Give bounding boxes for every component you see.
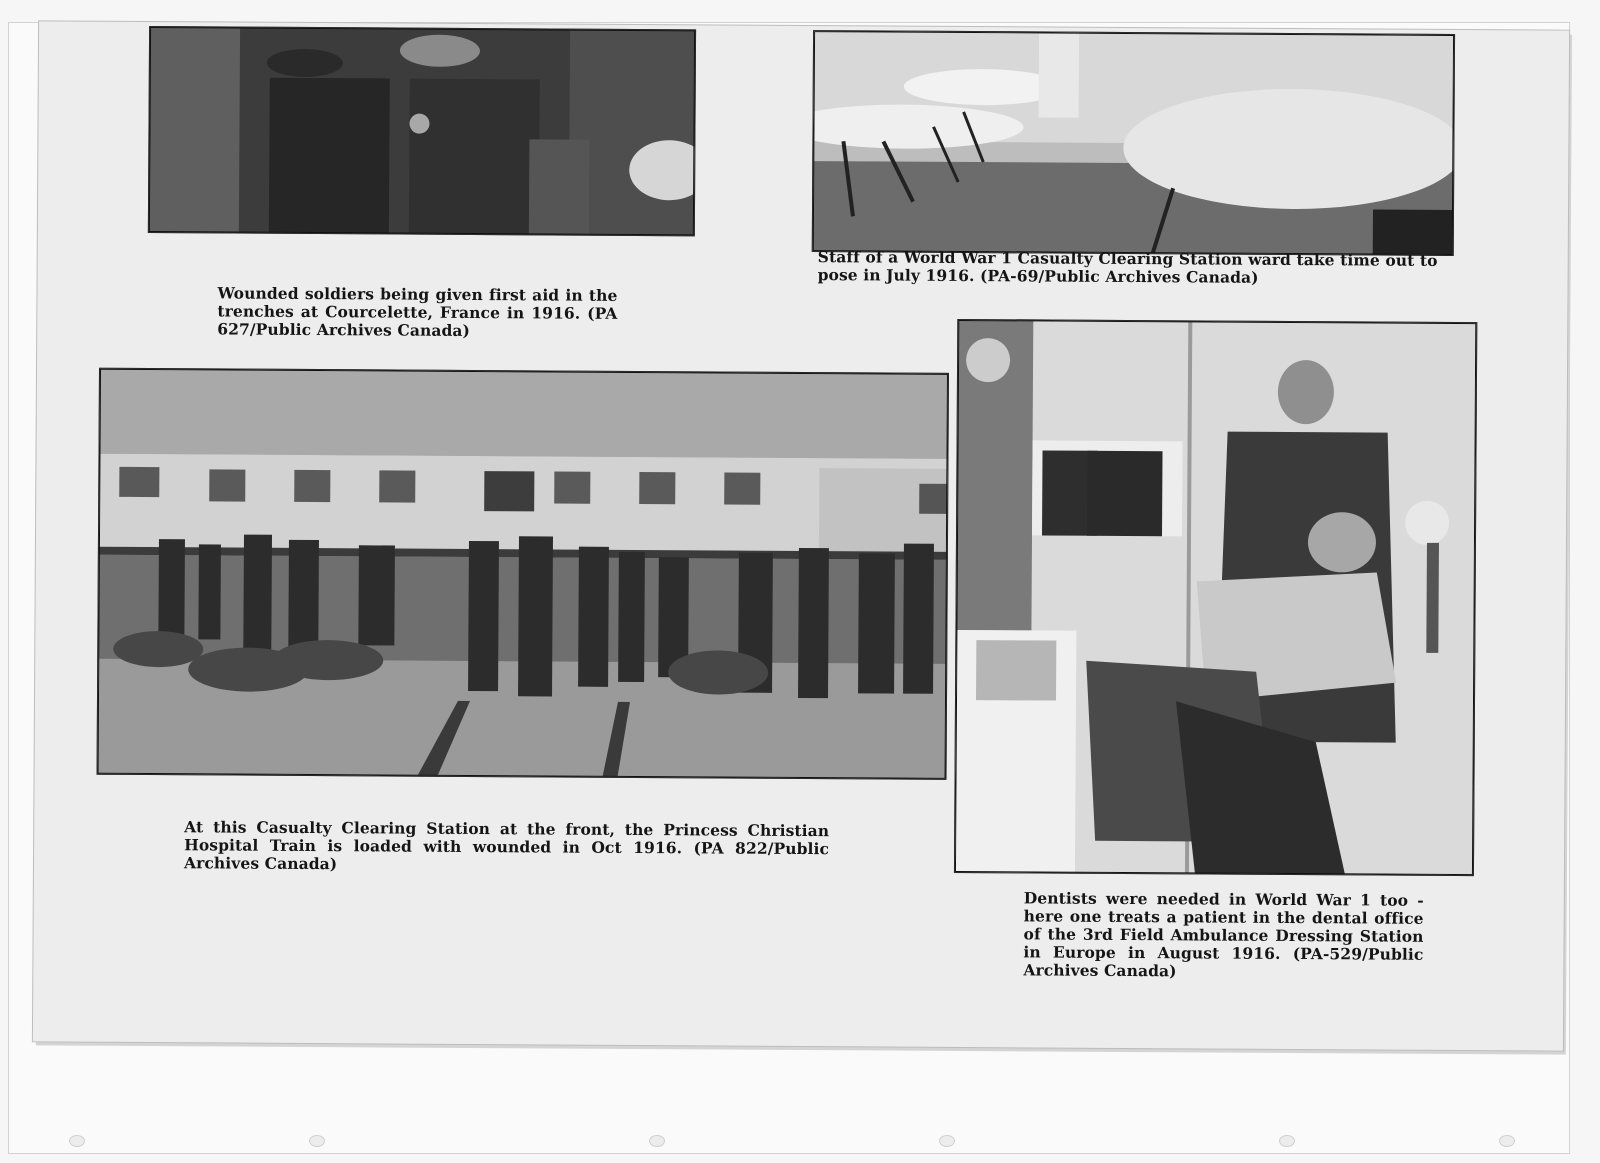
binder-hole bbox=[309, 1135, 325, 1147]
binder-holes bbox=[9, 1133, 1569, 1147]
binder-hole bbox=[1279, 1135, 1295, 1147]
newspaper-clipping bbox=[33, 21, 1569, 1050]
photo-dentist-image bbox=[955, 320, 1476, 875]
photo-hospital-train-image bbox=[98, 369, 948, 779]
photo-first-aid-image bbox=[149, 27, 695, 235]
binder-hole bbox=[69, 1135, 85, 1147]
caption-ward-staff: Staff of a World War 1 Casualty Clearing Station ward take time out to pose in July 1916. (PA-69/Public Archives Canada) bbox=[817, 247, 1438, 287]
photo-hospital-train bbox=[97, 368, 949, 780]
photo-first-aid-trenches bbox=[148, 26, 696, 236]
photo-ward-staff bbox=[812, 30, 1455, 256]
binder-hole bbox=[649, 1135, 665, 1147]
photo-dentist bbox=[954, 319, 1477, 876]
caption-dentist: Dentists were needed in World War 1 too - here one treats a patient in the dental office of the 3rd Field Ambulance Dressing Station in Europe in August 1916. (PA-529/Public Archives Canada) bbox=[1023, 888, 1424, 981]
binder-hole bbox=[1499, 1135, 1515, 1147]
caption-first-aid: Wounded soldiers being given first aid in the trenches at Courcelette, France in 1916. (PA 627/Public Archives Canada) bbox=[217, 283, 618, 340]
photo-ward-staff-image bbox=[813, 31, 1454, 255]
caption-hospital-train: At this Casualty Clearing Station at the front, the Princess Christian Hospital Train is loaded with wounded in Oct 1916. (PA 822/Public Archives Canada) bbox=[183, 817, 830, 874]
binder-hole bbox=[939, 1135, 955, 1147]
